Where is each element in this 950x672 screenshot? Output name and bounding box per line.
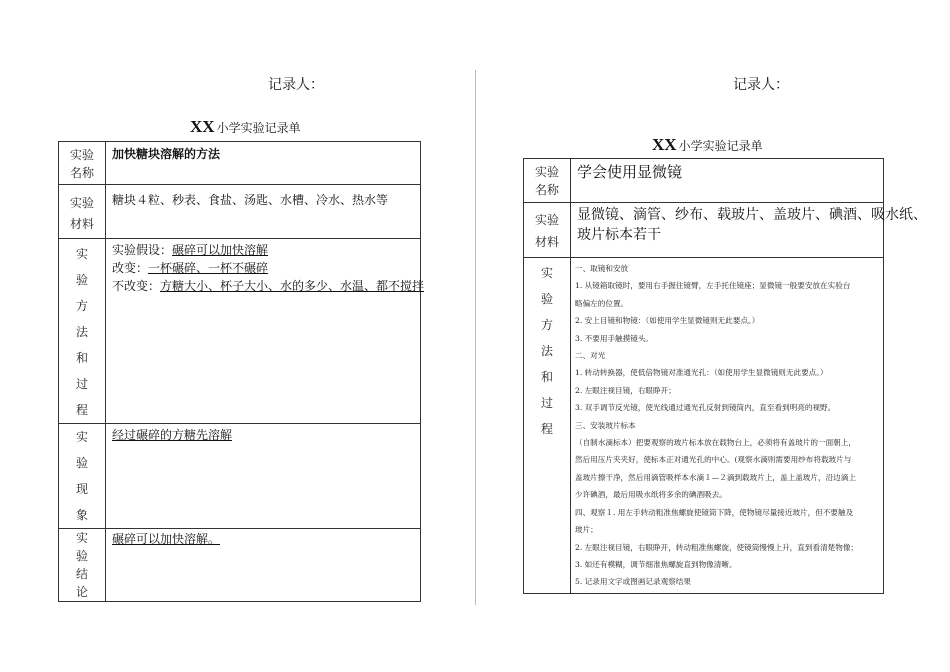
label-char: 法	[75, 325, 88, 339]
step-line: 一、取镜和安放	[575, 264, 629, 273]
left-row-conclusion	[59, 529, 421, 602]
label-char: 法	[540, 344, 553, 358]
left-method-label	[59, 239, 106, 424]
label-char: 实	[75, 531, 88, 545]
right-title-prefix: XX	[652, 135, 677, 154]
right-materials-label	[524, 203, 571, 258]
label-line: 实验	[69, 148, 94, 162]
step-line: 三、安装玻片标本	[575, 420, 636, 430]
label-char: 程	[540, 422, 553, 436]
right-row-materials	[524, 203, 884, 258]
left-title-prefix: XX	[190, 117, 215, 136]
right-form-title	[652, 135, 763, 155]
step-line: 四、观察１. 用左手转动粗准焦螺旋使镜筒下降，使物镜尽量接近玻片，但不要触及	[575, 507, 854, 517]
left-record-table	[58, 141, 425, 602]
label-char: 和	[75, 351, 88, 365]
label-char: 方	[75, 299, 88, 313]
right-steps	[571, 258, 884, 594]
label-char: 论	[75, 585, 88, 599]
left-row-method	[59, 239, 421, 424]
step-line: 盖玻片擦干净，然后用滴管吸样本水滴１—２滴到载玻片上，盖上盖玻片，沿边滴上	[575, 472, 856, 482]
left-row-materials	[59, 185, 421, 239]
label-char: 验	[75, 456, 88, 470]
label-char: 验	[540, 292, 553, 306]
left-experiment-materials: 糖块４粒、秒表、食盐、汤匙、水槽、冷水、热水等	[112, 193, 389, 207]
step-line: 略偏左的位置。	[575, 298, 629, 308]
keep-text: 方糖大小、杯子大小、水的多少、水温、都不搅拌	[160, 279, 425, 293]
left-phenomenon-text: 经过碾碎的方糖先溶解	[112, 428, 233, 442]
change-text: 一杯碾碎、一杯不碾碎	[148, 261, 269, 275]
right-row-name	[524, 159, 884, 203]
step-line: 2. 左眼注视目镜，右眼睁开；	[575, 385, 676, 395]
left-row-phenomenon	[59, 424, 421, 529]
step-line: （自制水滴标本）把要观察的玻片标本放在载物台上，必须将有盖玻片的一面朝上，	[575, 438, 856, 448]
label-line: 实验	[534, 213, 559, 227]
keep-line	[112, 277, 425, 295]
label-char: 过	[540, 396, 553, 410]
right-materials-line: 玻片标本若干	[577, 227, 661, 243]
left-title-suffix: 小学实验记录单	[216, 121, 301, 135]
left-recorder-label: 记录人：	[268, 77, 324, 93]
label-char: 验	[75, 273, 88, 287]
right-method-label	[524, 258, 571, 594]
label-line: 材料	[69, 217, 94, 231]
step-line: 3. 如还有模糊，调节细准焦螺旋直到物像清晰。	[575, 559, 737, 569]
right-recorder-label: 记录人：	[733, 77, 789, 93]
left-experiment-name: 加快糖块溶解的方法	[112, 147, 221, 161]
label-char: 实	[75, 247, 88, 261]
left-form-title	[190, 117, 301, 137]
step-line: 玻片；	[575, 525, 598, 535]
hypothesis-line	[112, 241, 414, 259]
label-char: 验	[75, 549, 88, 563]
label-char: 方	[540, 318, 553, 332]
right-row-method	[524, 258, 884, 594]
label-char: 和	[540, 370, 553, 384]
label-char: 现	[75, 482, 88, 496]
right-record-table	[523, 158, 927, 594]
label-line: 实验	[534, 165, 559, 179]
left-conclusion-label	[59, 529, 106, 602]
label-char: 实	[75, 430, 88, 444]
label-line: 实验	[69, 196, 94, 210]
right-experiment-name: 学会使用显微镜	[577, 163, 683, 181]
right-materials-line: 显微镜、滴管、纱布、载玻片、盖玻片、碘酒、吸水纸、	[577, 207, 927, 223]
label-char: 结	[75, 567, 88, 581]
step-line: 5. 记录用文字或图画记录观察结果	[575, 577, 691, 587]
step-line: 3. 不要用手触摸镜头。	[575, 333, 654, 343]
label-char: 实	[540, 266, 553, 280]
hypothesis-label: 实验假设：	[112, 243, 173, 257]
label-char: 过	[75, 377, 88, 391]
step-line: 2. 左眼注视目镜，右眼睁开，转动粗准焦螺旋，使镜筒慢慢上升，直到看清楚物像；	[575, 542, 859, 552]
left-row-name	[59, 142, 421, 185]
left-conclusion-text: 碾碎可以加快溶解。	[112, 532, 221, 546]
step-line: 2. 安上目镜和物镜：（如使用学生显微镜则无此要点。）	[575, 316, 760, 326]
right-name-label	[524, 159, 571, 203]
left-name-label	[59, 142, 106, 185]
change-line	[112, 259, 414, 277]
right-title-suffix: 小学实验记录单	[678, 139, 763, 153]
step-line: 1. 转动转换器，使低倍物镜对准通光孔：（如使用学生显微镜则无此要点。）	[575, 368, 828, 378]
left-phenomenon-label	[59, 424, 106, 529]
label-line: 名称	[534, 183, 559, 197]
step-line: 3. 双手调节反光镜，使光线通过通光孔反射到镜筒内，直至看到明亮的视野。	[575, 403, 836, 413]
step-line: 1. 从镜箱取镜时，要用右手握住镜臂，左手托住镜座；显微镜一般要安放在实验台	[575, 281, 851, 291]
hypothesis-text: 碾碎可以加快溶解	[172, 243, 269, 257]
step-line: 然后用压片夹夹好，使标本正对通光孔的中心。(观察水滴则需要用纱布将载玻片与	[575, 455, 852, 465]
label-line: 材料	[534, 235, 559, 249]
keep-label: 不改变：	[112, 279, 161, 293]
change-label: 改变：	[112, 261, 149, 275]
step-line: 二、对光	[575, 351, 606, 361]
label-line: 名称	[69, 166, 94, 180]
label-char: 象	[75, 508, 88, 522]
label-char: 程	[75, 403, 88, 417]
page-divider	[475, 70, 476, 605]
step-line: 少许碘酒，最后用吸水纸将多余的碘酒吸去。	[575, 490, 727, 500]
left-materials-label	[59, 185, 106, 239]
